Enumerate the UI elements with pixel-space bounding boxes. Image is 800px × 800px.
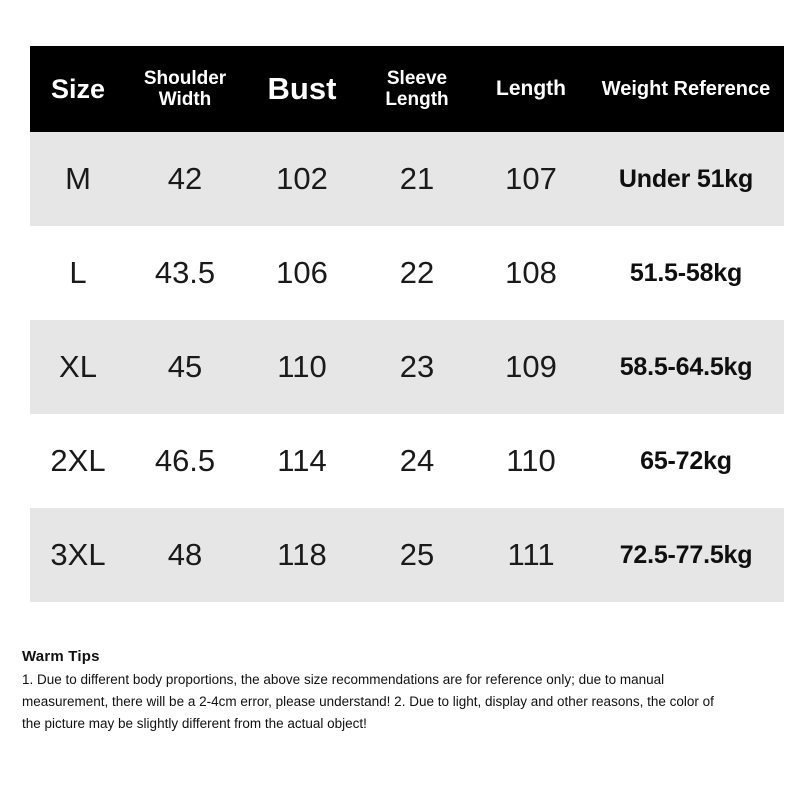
cell-shoulder: 46.5 — [126, 414, 244, 508]
cell-size: M — [30, 132, 126, 226]
cell-size: L — [30, 226, 126, 320]
cell-weight: 58.5-64.5kg — [588, 320, 784, 414]
column-header-sleeve-length: Sleeve Length — [360, 46, 474, 132]
cell-length: 107 — [474, 132, 588, 226]
column-header-weight-reference: Weight Reference — [588, 46, 784, 132]
table-row — [30, 320, 784, 414]
column-header-size: Size — [30, 46, 126, 132]
table-row — [30, 226, 784, 320]
table-row — [30, 414, 784, 508]
cell-bust: 114 — [244, 414, 360, 508]
cell-length: 109 — [474, 320, 588, 414]
table-row — [30, 132, 784, 226]
cell-length: 111 — [474, 508, 588, 602]
cell-sleeve: 22 — [360, 226, 474, 320]
cell-weight: 65-72kg — [588, 414, 784, 508]
cell-weight: Under 51kg — [588, 132, 784, 226]
cell-bust: 102 — [244, 132, 360, 226]
column-header-bust: Bust — [244, 46, 360, 132]
cell-weight: 51.5-58kg — [588, 226, 784, 320]
warm-tips-section — [22, 648, 728, 735]
cell-sleeve: 25 — [360, 508, 474, 602]
size-chart-table — [30, 46, 784, 602]
cell-sleeve: 24 — [360, 414, 474, 508]
cell-size: 3XL — [30, 508, 126, 602]
warm-tips-body: 1. Due to different body proportions, the above size recommendations are for reference only; due to manual measurement, there will be a 2-4cm error, please understand! 2. Due to light, display and other reasons, the color of the picture may be slightly different from the actual object! — [22, 672, 714, 731]
cell-length: 108 — [474, 226, 588, 320]
cell-shoulder: 43.5 — [126, 226, 244, 320]
cell-size: 2XL — [30, 414, 126, 508]
cell-sleeve: 21 — [360, 132, 474, 226]
cell-size: XL — [30, 320, 126, 414]
cell-shoulder: 48 — [126, 508, 244, 602]
column-header-shoulder-width: Shoulder Width — [126, 46, 244, 132]
cell-weight: 72.5-77.5kg — [588, 508, 784, 602]
column-header-length: Length — [474, 46, 588, 132]
cell-bust: 110 — [244, 320, 360, 414]
cell-shoulder: 42 — [126, 132, 244, 226]
cell-bust: 118 — [244, 508, 360, 602]
warm-tips-title: Warm Tips — [22, 648, 100, 665]
table-row — [30, 508, 784, 602]
table-header-row — [30, 46, 784, 132]
cell-length: 110 — [474, 414, 588, 508]
table-header — [30, 46, 784, 132]
cell-bust: 106 — [244, 226, 360, 320]
cell-shoulder: 45 — [126, 320, 244, 414]
cell-sleeve: 23 — [360, 320, 474, 414]
table-body — [30, 132, 784, 602]
